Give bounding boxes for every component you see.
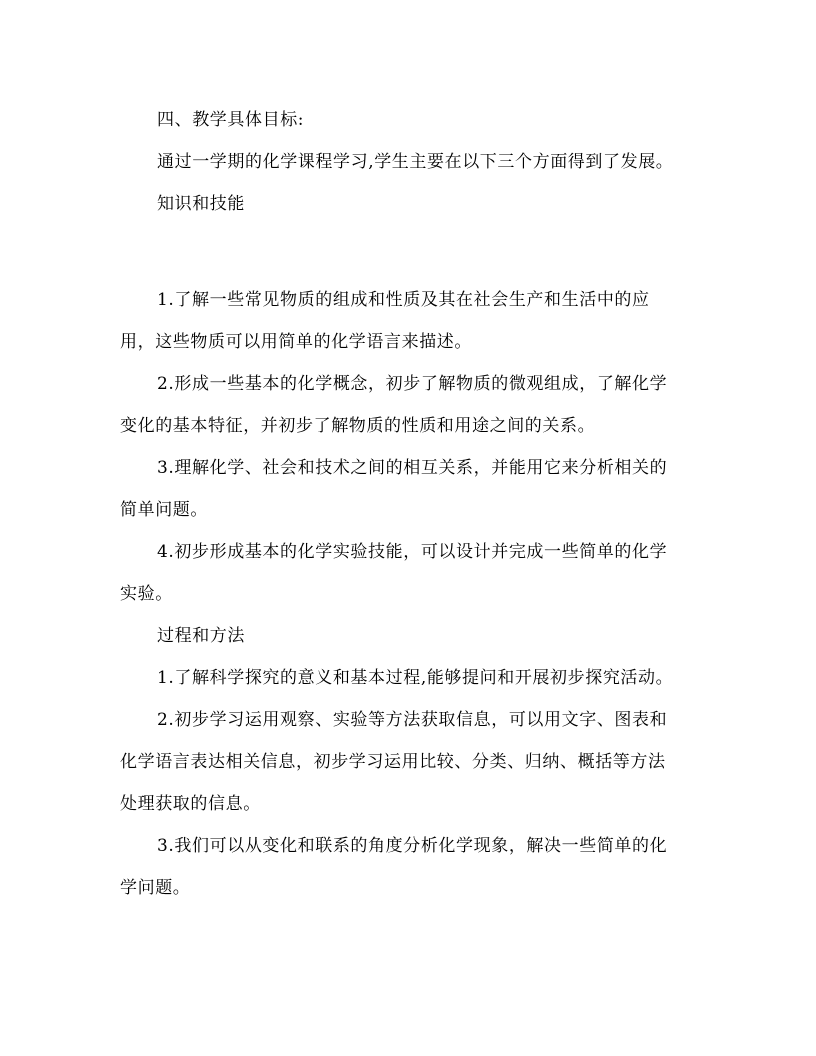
list-item: 2.初步学习运用观察、实验等方法获取信息，可以用文字、图表和 化学语言表达相关信息，初步学习运用比较、分类、归纳、概括等方法 处理获取的信息。 — [120, 710, 668, 814]
list-item: 3.理解化学、社会和技术之间的相互关系，并能用它来分析相关的 简单问题。 — [120, 458, 668, 520]
list-item: 2.形成一些基本的化学概念，初步了解物质的微观组成，了解化学 变化的基本特征，并初步了解物质的性质和用途之间的关系。 — [120, 374, 668, 436]
section-heading: 四、教学具体目标: — [157, 110, 305, 130]
subsection-title-knowledge: 知识和技能 — [157, 194, 245, 214]
document-page — [120, 103, 696, 905]
list-item: 4.初步形成基本的化学实验技能，可以设计并完成一些简单的化学 实验。 — [120, 542, 668, 604]
subsection-title-process: 过程和方法 — [157, 626, 245, 646]
list-item: 3.我们可以从变化和联系的角度分析化学现象，解决一些简单的化 学问题。 — [120, 836, 668, 898]
list-item: 1.了解科学探究的意义和基本过程,能够提问和开展初步探究活动。 — [157, 668, 674, 688]
intro-paragraph: 通过一学期的化学课程学习,学生主要在以下三个方面得到了发展。 — [157, 152, 674, 172]
list-item: 1.了解一些常见物质的组成和性质及其在社会生产和生活中的应 用，这些物质可以用简单的化学语言来描述。 — [120, 290, 650, 352]
